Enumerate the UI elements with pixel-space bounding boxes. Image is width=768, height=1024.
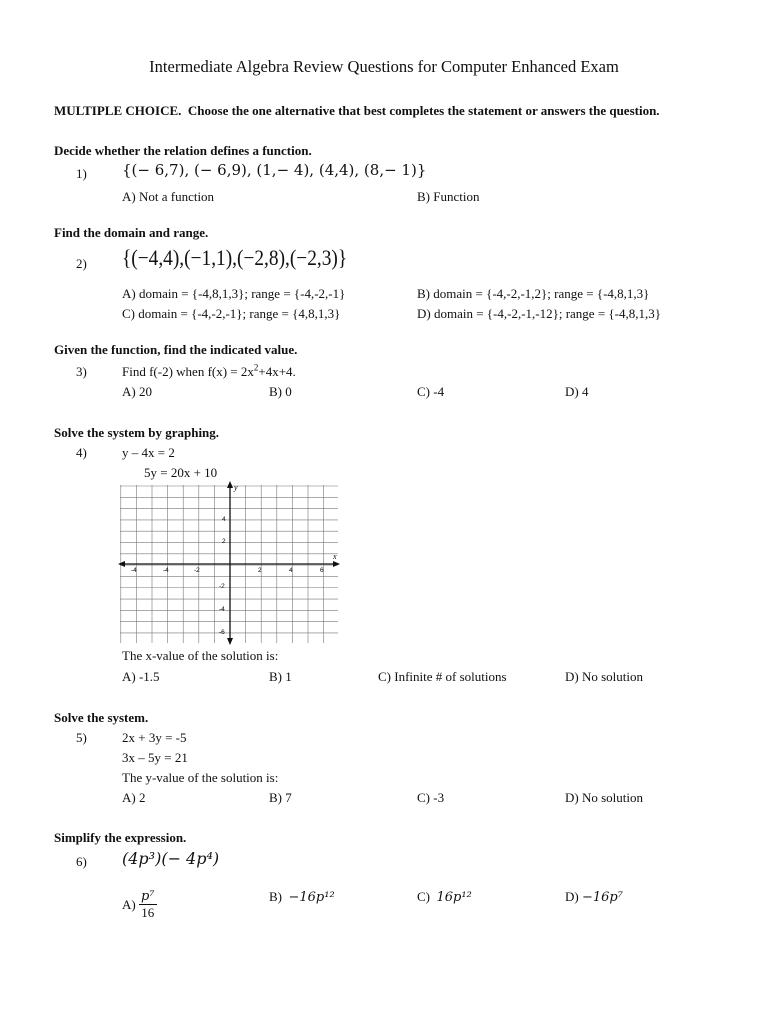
q3-prompt-exponent: 2 [253, 362, 259, 373]
q3-number: 3) [76, 364, 87, 379]
q3-choice-c[interactable]: C) -4 [417, 384, 445, 399]
q4-choice-b[interactable]: B) 1 [269, 669, 292, 684]
y-axis-arrow-icon [227, 481, 233, 488]
q2-section-heading: Find the domain and range. [54, 225, 209, 240]
q6-choice-a[interactable] [122, 889, 157, 921]
instructions-label: MULTIPLE CHOICE. [54, 103, 182, 118]
q1-section-heading: Decide whether the relation defines a function. [54, 143, 312, 158]
q2-choice-a[interactable]: A) domain = {-4,8,1,3}; range = {-4,-2,-1} [122, 286, 346, 301]
q4-question: The x-value of the solution is: [122, 648, 279, 663]
q3-choice-b[interactable]: B) 0 [269, 384, 292, 399]
q5-number: 5) [76, 730, 87, 745]
q4-equation-2: 5y = 20x + 10 [144, 465, 218, 480]
q3-prompt [122, 364, 296, 380]
q5-section-heading: Solve the system. [54, 710, 149, 725]
q3-choice-d[interactable]: D) 4 [565, 384, 589, 399]
q5-question: The y-value of the solution is: [122, 770, 279, 785]
y-tick-label: 4 [222, 516, 226, 523]
q6-choice-b[interactable] [269, 889, 335, 905]
q6-choice-c-label: C) [417, 889, 430, 904]
q2-choice-b[interactable]: B) domain = {-4,-2,-1,2}; range = {-4,8,1,3} [417, 286, 650, 301]
q6-choice-c-value: 16p¹² [436, 890, 472, 905]
x-tick-label: 4 [289, 567, 293, 574]
q2-relation: {(−4,4),(−1,1),(−2,8),(−2,3)} [122, 245, 348, 270]
q6-choice-d-value: −16p⁷ [581, 890, 623, 905]
q6-choice-d-label: D) [565, 889, 579, 904]
y-axis-down-arrow-icon [227, 638, 233, 645]
x-tick-label: 6 [320, 567, 324, 574]
q3-choice-a[interactable]: A) 20 [122, 384, 152, 399]
q2-number: 2) [76, 256, 87, 271]
q2-choice-c[interactable]: C) domain = {-4,-2,-1}; range = {4,8,1,3} [122, 306, 341, 321]
x-axis-label: x [333, 552, 337, 561]
q6-choice-d[interactable] [565, 889, 623, 905]
q5-choice-b[interactable]: B) 7 [269, 790, 292, 805]
q4-choice-c[interactable]: C) Infinite # of solutions [378, 669, 507, 684]
y-tick-label: 2 [222, 538, 226, 545]
q4-equation-1: y – 4x = 2 [122, 445, 175, 460]
x-axis-arrow-icon [333, 561, 340, 567]
q6-choice-b-label: B) [269, 889, 282, 904]
q4-coordinate-grid [118, 480, 344, 646]
q5-choice-d[interactable]: D) No solution [565, 790, 643, 805]
q6-choice-c[interactable] [417, 889, 472, 905]
q6-section-heading: Simplify the expression. [54, 830, 187, 845]
q1-choice-b[interactable]: B) Function [417, 189, 480, 204]
x-axis-left-arrow-icon [118, 561, 125, 567]
q2-choice-d[interactable]: D) domain = {-4,-2,-1,-12}; range = {-4,8,1,3} [417, 306, 661, 321]
q4-number: 4) [76, 445, 87, 460]
q5-choice-c[interactable]: C) -3 [417, 790, 445, 805]
x-tick-label: -4 [131, 567, 137, 574]
q5-equation-1: 2x + 3y = -5 [122, 730, 187, 745]
q4-choice-d[interactable]: D) No solution [565, 669, 643, 684]
q1-choice-a[interactable]: A) Not a function [122, 189, 215, 204]
y-tick-label: -6 [219, 629, 225, 636]
q4-section-heading: Solve the system by graphing. [54, 425, 220, 440]
q6-number: 6) [76, 854, 87, 869]
instructions [54, 103, 660, 119]
q6-choice-a-label: A) [122, 897, 136, 912]
fraction-denominator: 16 [141, 905, 155, 920]
instructions-text: Choose the one alternative that best completes the statement or answers the question. [187, 103, 660, 118]
page-title: Intermediate Algebra Review Questions for Computer Enhanced Exam [149, 57, 619, 76]
q6-choice-a-fraction [139, 889, 157, 921]
q5-choice-a[interactable]: A) 2 [122, 790, 146, 805]
x-tick-label: -2 [194, 567, 200, 574]
q3-section-heading: Given the function, find the indicated value. [54, 342, 298, 357]
y-axis-label: y [234, 483, 238, 492]
x-tick-label: -4 [163, 567, 169, 574]
q1-relation: {(− 6,7), (− 6,9), (1,− 4), (4,4), (8,− 1)} [122, 161, 427, 179]
q3-prompt-post: +4x+4. [258, 364, 296, 379]
q6-expression: (4p³)(− 4p⁴) [122, 849, 220, 868]
y-tick-label: -4 [219, 606, 225, 613]
fraction-numerator: p⁷ [140, 889, 155, 904]
q6-choice-b-value: −16p¹² [288, 890, 335, 905]
q5-equation-2: 3x – 5y = 21 [122, 750, 188, 765]
q3-prompt-pre: Find f(-2) when f(x) = 2x [122, 364, 254, 379]
y-tick-label: -2 [219, 583, 225, 590]
q4-choice-a[interactable]: A) -1.5 [122, 669, 160, 684]
x-tick-label: 2 [258, 567, 262, 574]
q1-number: 1) [76, 166, 87, 181]
